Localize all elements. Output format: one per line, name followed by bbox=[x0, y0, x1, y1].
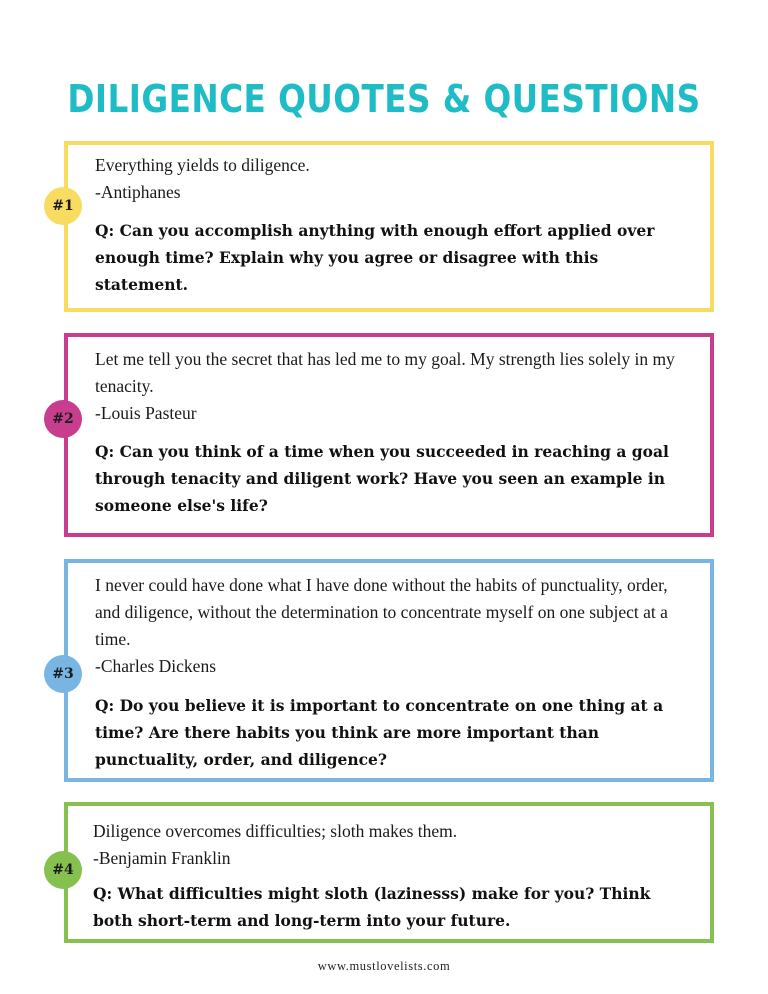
number-badge-2: #2 bbox=[44, 400, 82, 438]
quote-text: Everything yields to diligence. bbox=[95, 155, 310, 175]
number-badge-4: #4 bbox=[44, 851, 82, 889]
quote-card-content bbox=[95, 152, 690, 298]
quote-author: -Antiphanes bbox=[95, 182, 181, 202]
quote-card-content bbox=[95, 346, 690, 519]
number-badge-1: #1 bbox=[44, 187, 82, 225]
page-title: DILIGENCE QUOTES & QUESTIONS bbox=[67, 77, 701, 121]
quote-text: Let me tell you the secret that has led me to my goal. My strength lies solely in my tenacity. bbox=[95, 349, 675, 396]
quote-text: Diligence overcomes difficulties; sloth makes them. bbox=[93, 821, 458, 841]
quote-card-content bbox=[93, 818, 690, 934]
quote-card-content bbox=[95, 572, 690, 773]
quote-author: -Charles Dickens bbox=[95, 656, 217, 676]
question-text: Q: Can you think of a time when you succeeded in reaching a goal through tenacity and diligent work? Have you seen an example in someone else's life? bbox=[95, 442, 669, 515]
question-text: Q: What difficulties might sloth (lazinesss) make for you? Think both short-term and long-term into your future. bbox=[93, 884, 651, 930]
quote-text: I never could have done what I have done without the habits of punctuality, order, and diligence, without the determination to concentrate myself on one subject at a time. bbox=[95, 575, 668, 649]
quote-card-4 bbox=[64, 802, 714, 943]
quote-card-2 bbox=[64, 333, 714, 537]
quote-card-1 bbox=[64, 141, 714, 312]
question-text: Q: Do you believe it is important to concentrate on one thing at a time? Are there habits you think are more important than punctuality, order, and diligence? bbox=[95, 696, 664, 769]
quote-card-3 bbox=[64, 559, 714, 782]
footer-website-url: www.mustlovelists.com bbox=[317, 959, 451, 973]
quote-author: -Louis Pasteur bbox=[95, 403, 197, 423]
quote-author: -Benjamin Franklin bbox=[93, 848, 231, 868]
question-text: Q: Can you accomplish anything with enough effort applied over enough time? Explain why you agree or disagree with this statement. bbox=[95, 221, 655, 294]
number-badge-3: #3 bbox=[44, 655, 82, 693]
